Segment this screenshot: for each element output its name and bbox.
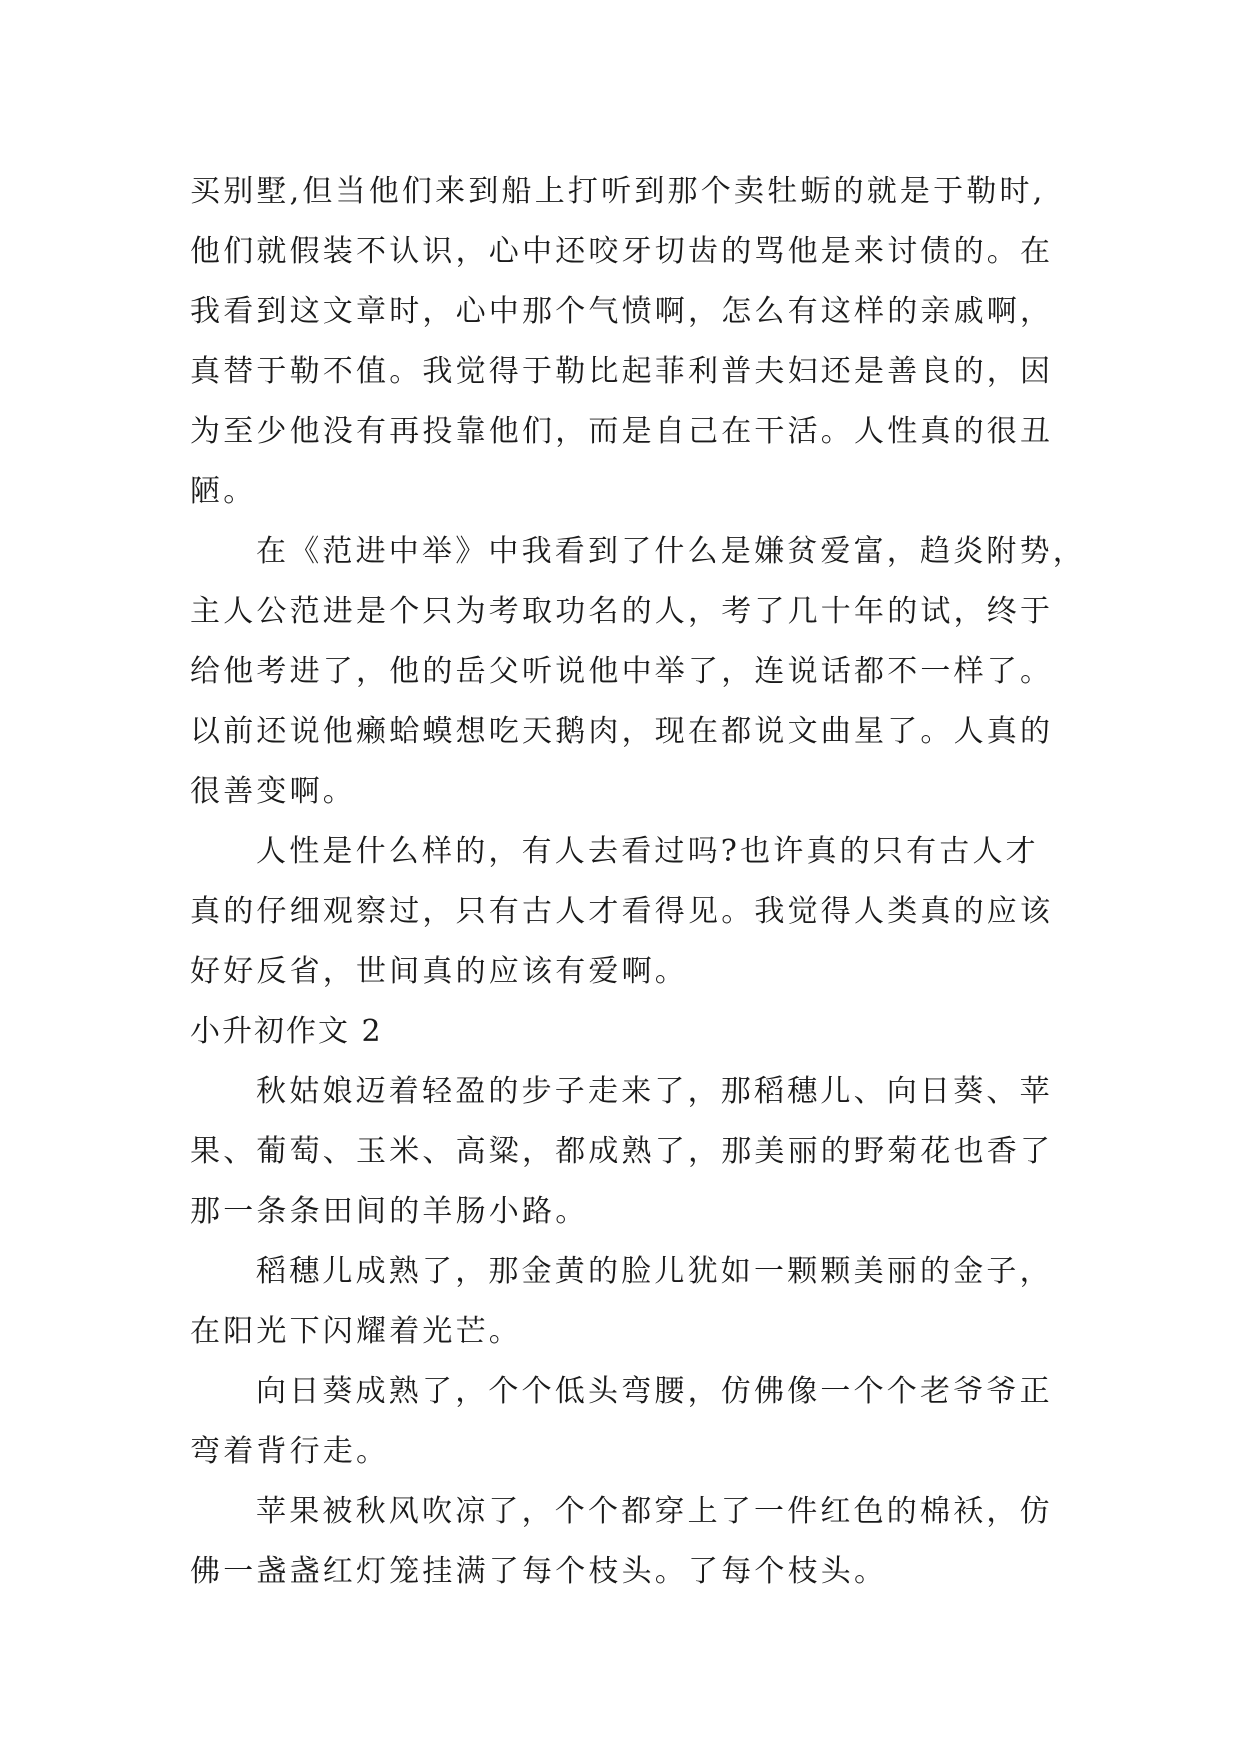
- text-line: 他们就假装不认识，心中还咬牙切齿的骂他是来讨债的。在: [190, 234, 1054, 269]
- text-line: 陋。: [190, 474, 257, 509]
- text-line: 主人公范进是个只为考取功名的人，考了几十年的试，终于: [190, 594, 1054, 629]
- paragraph-start-line: 向日葵成熟了，个个低头弯腰，仿佛像一个个老爷爷正: [256, 1374, 1053, 1409]
- text-line: 很善变啊。: [190, 774, 356, 809]
- text-line: 给他考进了，他的岳父听说他中举了，连说话都不一样了。: [190, 654, 1054, 689]
- text-line: 真的仔细观察过，只有古人才看得见。我觉得人类真的应该: [190, 894, 1054, 929]
- text-line: 佛一盏盏红灯笼挂满了每个枝头。了每个枝头。: [190, 1554, 888, 1589]
- paragraph-start-line: 在《范进中举》中我看到了什么是嫌贫爱富，趋炎附势，: [256, 534, 1086, 569]
- text-line: 为至少他没有再投靠他们，而是自己在干活。人性真的很丑: [190, 414, 1054, 449]
- text-line: 弯着背行走。: [190, 1434, 390, 1469]
- text-line: 果、葡萄、玉米、高粱，都成熟了，那美丽的野菊花也香了: [190, 1134, 1054, 1169]
- text-line: 好好反省，世间真的应该有爱啊。: [190, 954, 688, 989]
- text-line: 那一条条田间的羊肠小路。: [190, 1194, 589, 1229]
- paragraph-start-line: 稻穗儿成熟了，那金黄的脸儿犹如一颗颗美丽的金子，: [256, 1254, 1053, 1289]
- section-heading: 小升初作文 2: [190, 1014, 383, 1049]
- paragraph-start-line: 人性是什么样的，有人去看过吗?也许真的只有古人才: [256, 834, 1039, 869]
- text-line: 真替于勒不值。我觉得于勒比起菲利普夫妇还是善良的，因: [190, 354, 1054, 389]
- text-line: 在阳光下闪耀着光芒。: [190, 1314, 522, 1349]
- paragraph-start-line: 秋姑娘迈着轻盈的步子走来了，那稻穗儿、向日葵、苹: [256, 1074, 1053, 1109]
- paragraph-start-line: 苹果被秋风吹凉了，个个都穿上了一件红色的棉袄，仿: [256, 1494, 1053, 1529]
- text-line: 买别墅,但当他们来到船上打听到那个卖牡蛎的就是于勒时,: [190, 174, 1046, 209]
- document-body: [190, 162, 1090, 1602]
- text-line: 以前还说他癞蛤蟆想吃天鹅肉，现在都说文曲星了。人真的: [190, 714, 1054, 749]
- text-line: 我看到这文章时，心中那个气愤啊，怎么有这样的亲戚啊，: [190, 294, 1054, 329]
